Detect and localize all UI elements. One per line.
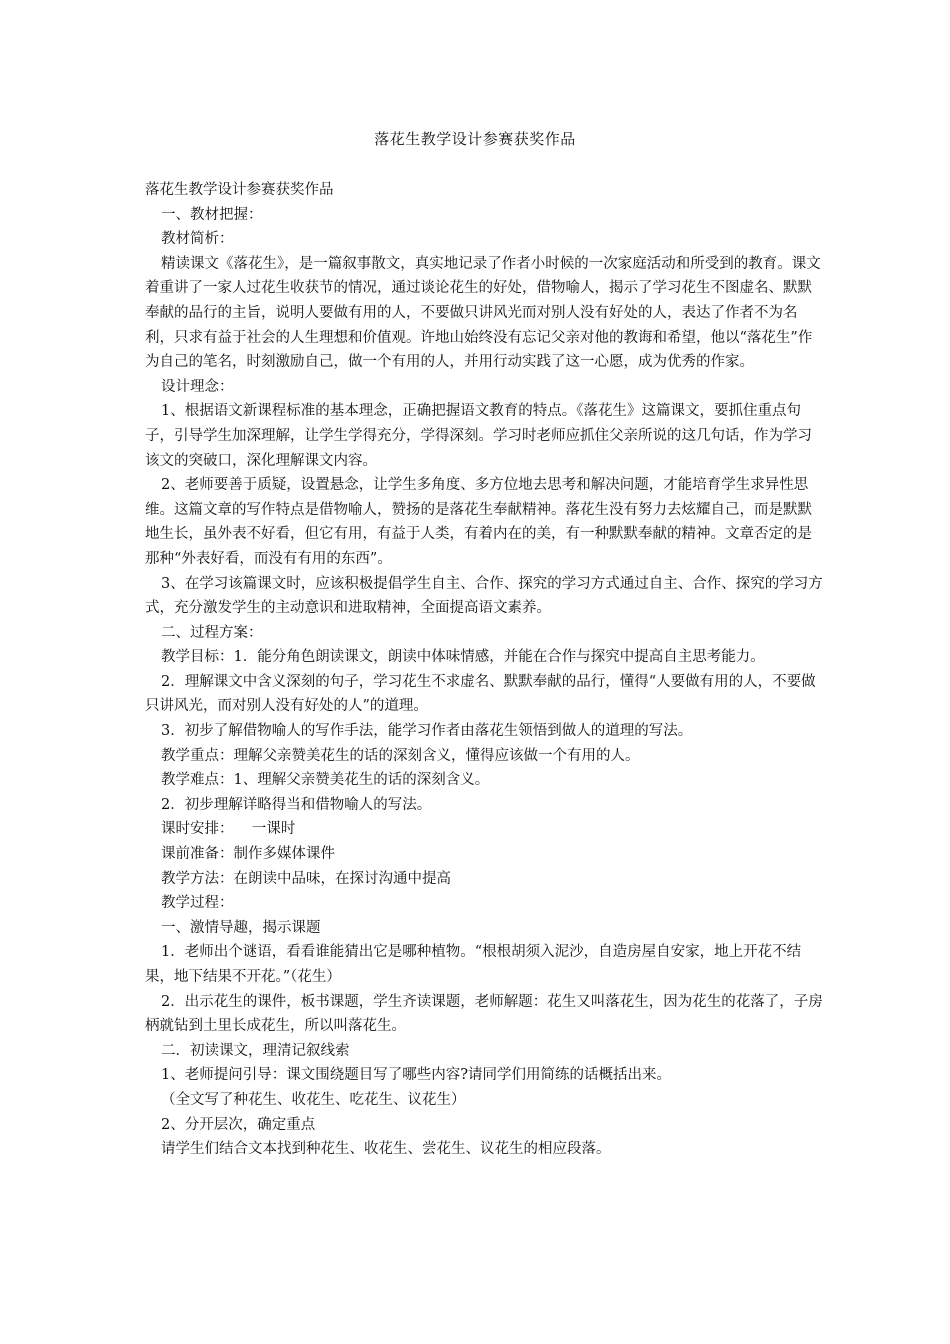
paragraph: 教学目标：1．能分角色朗读课文，朗读中体味情感，并能在合作与探究中提高自主思考能力。 [161, 649, 765, 666]
paragraph: 2、分开层次，确定重点 [161, 1116, 316, 1133]
paragraph: （全文写了种花生、收花生、吃花生、议花生） [161, 1091, 466, 1108]
paragraph: 1、根据语文新课程标准的基本理念，正确把握语文教育的特点。《落花生》这篇课文，要抓住重点句子，引导学生加深理解，让学生学得充分，学得深刻。学习时老师应抓住父亲所说的这几句话，作为学习该文的突破口，深化理解课文内容。 [145, 403, 812, 469]
paragraph: 落花生教学设计参赛获奖作品 [145, 182, 334, 198]
paragraph: 设计理念： [161, 378, 234, 395]
paragraph: 课时安排： 一课时 [161, 821, 296, 838]
paragraph: 3、在学习该篇课文时，应该积极提倡学生自主、合作、探究的学习方式通过自主、合作、探究的学习方式，充分激发学生的主动意识和进取精神，全面提高语文素养。 [145, 575, 823, 617]
paragraph: 1．老师出个谜语，看看谁能猜出它是哪种植物。“根根胡须入泥沙，自造房屋自安家，地上开花不结果，地下结果不开花。”（花生） [145, 944, 802, 985]
paragraph: 3．初步了解借物喻人的写作手法，能学习作者由落花生领悟到做人的道理的写法。 [161, 723, 693, 740]
paragraph: 2．初步理解详略得当和借物喻人的写法。 [161, 796, 432, 813]
paragraph: 2．出示花生的课件，板书课题，学生齐读课题，老师解题：花生又叫落花生，因为花生的花落了，子房柄就钻到土里长成花生，所以叫落花生。 [145, 993, 823, 1035]
paragraph: 教材简析： [161, 231, 234, 248]
paragraph: 2．理解课文中含义深刻的句子，学习花生不求虚名、默默奉献的品行，懂得“人要做有用的人，不要做只讲风光，而对别人没有好处的人”的道理。 [145, 673, 816, 715]
paragraph: 教学方法：在朗读中品味，在探讨沟通中提高 [161, 870, 451, 887]
document-body [145, 178, 825, 1162]
paragraph: 教学难点：1、理解父亲赞美花生的话的深刻含义。 [161, 772, 490, 789]
paragraph: 请学生们结合文本找到种花生、收花生、尝花生、议花生的相应段落。 [161, 1141, 611, 1158]
paragraph: 教学过程： [161, 895, 234, 912]
paragraph: 课前准备：制作多媒体课件 [161, 846, 335, 863]
paragraph: 教学重点：理解父亲赞美花生的话的深刻含义，懂得应该做一个有用的人。 [161, 747, 640, 764]
paragraph: 一、教材把握： [161, 206, 263, 223]
paragraph: 精读课文《落花生》，是一篇叙事散文，真实地记录了作者小时候的一次家庭活动和所受到的教育。课文着重讲了一家人过花生收获节的情况，通过谈论花生的好处，借物喻人，揭示了学习花生不图虚名、默默奉献的品行的主旨，说明人要做有用的人，不要做只讲风光而对别人没有好处的人，表达了作者不为名利，只求有益于社会的人生理想和价值观。许地山始终没有忘记父亲对他的教诲和希望，他以“落花生”作为自己的笔名，时刻激励自己，做一个有用的人，并用行动实践了这一心愿，成为优秀的作家。 [145, 255, 821, 371]
paragraph: 1、老师提问引导：课文围绕题目写了哪些内容?请同学们用简练的话概括出来。 [161, 1067, 671, 1084]
paragraph: 2、老师要善于质疑，设置悬念，让学生多角度、多方位地去思考和解决问题，才能培育学生求异性思维。这篇文章的写作特点是借物喻人，赞扬的是落花生奉献精神。落花生没有努力去炫耀自己，而是默默地生长，虽外表不好看，但它有用，有益于人类，有着内在的美，有一种默默奉献的精神。文章否定的是那种“外表好看，而没有有用的东西”。 [145, 477, 812, 567]
paragraph: 二．初读课文，理清记叙线索 [161, 1042, 350, 1059]
page-title: 落花生教学设计参赛获奖作品 [374, 130, 576, 148]
paragraph: 二、过程方案： [161, 624, 263, 641]
paragraph: 一、激情导趣，揭示课题 [161, 919, 321, 936]
